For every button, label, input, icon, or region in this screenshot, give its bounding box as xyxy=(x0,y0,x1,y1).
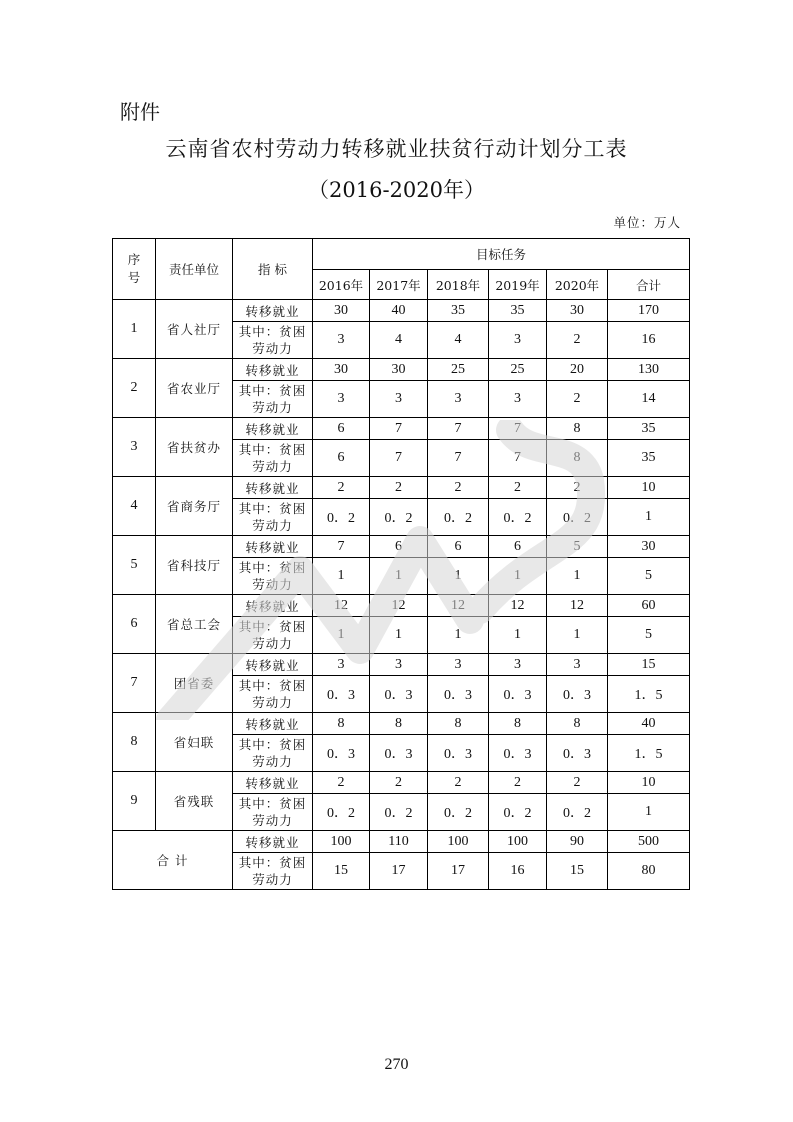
transfer-value: 8 xyxy=(428,713,489,735)
transfer-value: 130 xyxy=(608,359,690,381)
indicator-transfer: 转移就业 xyxy=(233,418,313,440)
indicator-poor-line2: 劳动力 xyxy=(252,518,293,533)
poor-value: 3 xyxy=(489,322,547,359)
transfer-value: 2 xyxy=(428,477,489,499)
document-subtitle: （2016-2020年） xyxy=(308,178,485,202)
row-unit: 团省委 xyxy=(156,654,233,713)
header-target: 目标任务 xyxy=(313,239,690,270)
transfer-value: 15 xyxy=(608,654,690,676)
transfer-value: 3 xyxy=(370,654,428,676)
indicator-poor-line1: 其中：贫困 xyxy=(238,678,307,693)
poor-value: 1 xyxy=(313,558,370,595)
indicator-transfer: 转移就业 xyxy=(233,477,313,499)
poor-value: 0．3 xyxy=(489,735,547,772)
indicator-poor-line2: 劳动力 xyxy=(252,459,293,474)
row-seq: 6 xyxy=(113,595,156,654)
poor-value: 0．3 xyxy=(547,735,608,772)
poor-value: 1．5 xyxy=(608,735,690,772)
transfer-value: 8 xyxy=(370,713,428,735)
transfer-value: 40 xyxy=(608,713,690,735)
row-unit: 省农业厅 xyxy=(156,359,233,418)
transfer-value: 8 xyxy=(489,713,547,735)
header-unit: 责任单位 xyxy=(156,239,233,300)
transfer-value: 2 xyxy=(547,772,608,794)
transfer-value: 7 xyxy=(489,418,547,440)
transfer-value: 6 xyxy=(489,536,547,558)
task-allocation-table xyxy=(112,238,690,890)
poor-value: 0．2 xyxy=(547,794,608,831)
row-seq: 9 xyxy=(113,772,156,831)
table-header xyxy=(113,239,690,300)
indicator-transfer: 转移就业 xyxy=(233,300,313,322)
poor-value: 1 xyxy=(428,558,489,595)
poor-value: 16 xyxy=(489,853,547,890)
transfer-value: 6 xyxy=(313,418,370,440)
poor-value: 0．2 xyxy=(370,794,428,831)
attachment-label: 附件 xyxy=(120,100,160,124)
poor-value: 16 xyxy=(608,322,690,359)
poor-value: 4 xyxy=(370,322,428,359)
header-year: 2018年 xyxy=(428,270,489,300)
indicator-poor-line1: 其中：贫困 xyxy=(238,383,307,398)
poor-value: 0．2 xyxy=(489,794,547,831)
header-year: 2017年 xyxy=(370,270,428,300)
poor-value: 3 xyxy=(370,381,428,418)
transfer-value: 2 xyxy=(547,477,608,499)
indicator-poor xyxy=(233,735,313,772)
transfer-value: 20 xyxy=(547,359,608,381)
poor-value: 35 xyxy=(608,440,690,477)
table-row xyxy=(113,359,690,381)
transfer-value: 3 xyxy=(428,654,489,676)
transfer-value: 8 xyxy=(313,713,370,735)
poor-value: 3 xyxy=(313,322,370,359)
transfer-value: 2 xyxy=(313,477,370,499)
header-year: 2020年 xyxy=(547,270,608,300)
poor-value: 0．2 xyxy=(428,499,489,536)
poor-value: 7 xyxy=(428,440,489,477)
indicator-poor xyxy=(233,853,313,890)
poor-value: 0．2 xyxy=(313,794,370,831)
transfer-value: 110 xyxy=(370,831,428,853)
indicator-poor-line1: 其中：贫困 xyxy=(238,501,307,516)
row-unit: 省残联 xyxy=(156,772,233,831)
transfer-value: 3 xyxy=(313,654,370,676)
transfer-value: 170 xyxy=(608,300,690,322)
poor-value: 8 xyxy=(547,440,608,477)
indicator-poor xyxy=(233,381,313,418)
poor-value: 2 xyxy=(547,322,608,359)
transfer-value: 8 xyxy=(547,418,608,440)
indicator-poor xyxy=(233,440,313,477)
indicator-poor-line1: 其中：贫困 xyxy=(238,560,307,575)
transfer-value: 7 xyxy=(428,418,489,440)
unit-label: 单位：万人 xyxy=(613,215,681,230)
table-row xyxy=(113,831,690,853)
row-seq: 3 xyxy=(113,418,156,477)
transfer-value: 35 xyxy=(428,300,489,322)
row-unit: 省妇联 xyxy=(156,713,233,772)
row-seq: 1 xyxy=(113,300,156,359)
transfer-value: 100 xyxy=(489,831,547,853)
poor-value: 1 xyxy=(370,558,428,595)
header-total: 合计 xyxy=(608,270,690,300)
poor-value: 17 xyxy=(428,853,489,890)
indicator-poor-line2: 劳动力 xyxy=(252,695,293,710)
indicator-poor-line2: 劳动力 xyxy=(252,872,293,887)
transfer-value: 3 xyxy=(489,654,547,676)
indicator-transfer: 转移就业 xyxy=(233,772,313,794)
transfer-value: 35 xyxy=(489,300,547,322)
indicator-poor-line1: 其中：贫困 xyxy=(238,737,307,752)
table-row xyxy=(113,713,690,735)
row-unit: 省人社厅 xyxy=(156,300,233,359)
transfer-value: 7 xyxy=(370,418,428,440)
transfer-value: 25 xyxy=(489,359,547,381)
indicator-poor-line2: 劳动力 xyxy=(252,813,293,828)
poor-value: 0．3 xyxy=(547,676,608,713)
indicator-poor-line1: 其中：贫困 xyxy=(238,619,307,634)
transfer-value: 30 xyxy=(547,300,608,322)
poor-value: 3 xyxy=(489,381,547,418)
poor-value: 0．3 xyxy=(370,676,428,713)
poor-value: 0．2 xyxy=(370,499,428,536)
table-row xyxy=(113,418,690,440)
poor-value: 14 xyxy=(608,381,690,418)
transfer-value: 90 xyxy=(547,831,608,853)
poor-value: 1．5 xyxy=(608,676,690,713)
poor-value: 0．2 xyxy=(547,499,608,536)
row-seq: 4 xyxy=(113,477,156,536)
indicator-poor-line1: 其中：贫困 xyxy=(238,442,307,457)
transfer-value: 2 xyxy=(489,772,547,794)
header-indicator: 指 标 xyxy=(233,239,313,300)
poor-value: 0．3 xyxy=(489,676,547,713)
poor-value: 6 xyxy=(313,440,370,477)
table-row xyxy=(113,772,690,794)
transfer-value: 100 xyxy=(313,831,370,853)
poor-value: 1 xyxy=(547,617,608,654)
indicator-transfer: 转移就业 xyxy=(233,831,313,853)
transfer-value: 500 xyxy=(608,831,690,853)
transfer-value: 12 xyxy=(489,595,547,617)
indicator-transfer: 转移就业 xyxy=(233,654,313,676)
indicator-transfer: 转移就业 xyxy=(233,713,313,735)
transfer-value: 6 xyxy=(428,536,489,558)
indicator-poor-line1: 其中：贫困 xyxy=(238,855,307,870)
indicator-poor-line2: 劳动力 xyxy=(252,400,293,415)
page-number: 270 xyxy=(384,1056,409,1073)
poor-value: 15 xyxy=(547,853,608,890)
poor-value: 1 xyxy=(608,794,690,831)
header-year: 2016年 xyxy=(313,270,370,300)
transfer-value: 2 xyxy=(313,772,370,794)
table-row xyxy=(113,654,690,676)
poor-value: 1 xyxy=(608,499,690,536)
transfer-value: 10 xyxy=(608,477,690,499)
row-unit: 省商务厅 xyxy=(156,477,233,536)
poor-value: 0．3 xyxy=(370,735,428,772)
transfer-value: 7 xyxy=(313,536,370,558)
indicator-transfer: 转移就业 xyxy=(233,595,313,617)
poor-value: 1 xyxy=(370,617,428,654)
transfer-value: 10 xyxy=(608,772,690,794)
table-body xyxy=(113,300,690,890)
indicator-poor-line2: 劳动力 xyxy=(252,636,293,651)
indicator-poor-line2: 劳动力 xyxy=(252,341,293,356)
transfer-value: 2 xyxy=(428,772,489,794)
transfer-value: 5 xyxy=(547,536,608,558)
transfer-value: 100 xyxy=(428,831,489,853)
indicator-transfer: 转移就业 xyxy=(233,359,313,381)
header-year: 2019年 xyxy=(489,270,547,300)
poor-value: 80 xyxy=(608,853,690,890)
indicator-poor xyxy=(233,499,313,536)
indicator-poor xyxy=(233,676,313,713)
transfer-value: 2 xyxy=(370,772,428,794)
poor-value: 0．3 xyxy=(428,676,489,713)
row-seq: 2 xyxy=(113,359,156,418)
table-row xyxy=(113,536,690,558)
table-row xyxy=(113,300,690,322)
transfer-value: 60 xyxy=(608,595,690,617)
poor-value: 1 xyxy=(313,617,370,654)
row-unit: 省科技厅 xyxy=(156,536,233,595)
indicator-poor-line2: 劳动力 xyxy=(252,577,293,592)
poor-value: 17 xyxy=(370,853,428,890)
transfer-value: 12 xyxy=(370,595,428,617)
transfer-value: 25 xyxy=(428,359,489,381)
document-title: 云南省农村劳动力转移就业扶贫行动计划分工表 xyxy=(165,137,628,161)
transfer-value: 12 xyxy=(313,595,370,617)
indicator-transfer: 转移就业 xyxy=(233,536,313,558)
transfer-value: 40 xyxy=(370,300,428,322)
transfer-value: 12 xyxy=(428,595,489,617)
poor-value: 5 xyxy=(608,617,690,654)
poor-value: 5 xyxy=(608,558,690,595)
poor-value: 7 xyxy=(370,440,428,477)
transfer-value: 2 xyxy=(370,477,428,499)
transfer-value: 35 xyxy=(608,418,690,440)
poor-value: 2 xyxy=(547,381,608,418)
poor-value: 3 xyxy=(313,381,370,418)
poor-value: 1 xyxy=(489,558,547,595)
row-seq: 8 xyxy=(113,713,156,772)
row-unit: 省扶贫办 xyxy=(156,418,233,477)
indicator-poor xyxy=(233,558,313,595)
poor-value: 4 xyxy=(428,322,489,359)
poor-value: 1 xyxy=(547,558,608,595)
transfer-value: 3 xyxy=(547,654,608,676)
transfer-value: 12 xyxy=(547,595,608,617)
total-label: 合 计 xyxy=(113,831,233,890)
transfer-value: 30 xyxy=(370,359,428,381)
poor-value: 0．3 xyxy=(313,676,370,713)
indicator-poor-line1: 其中：贫困 xyxy=(238,796,307,811)
transfer-value: 30 xyxy=(608,536,690,558)
poor-value: 15 xyxy=(313,853,370,890)
poor-value: 0．2 xyxy=(489,499,547,536)
transfer-value: 2 xyxy=(489,477,547,499)
indicator-poor xyxy=(233,322,313,359)
transfer-value: 30 xyxy=(313,300,370,322)
indicator-poor-line2: 劳动力 xyxy=(252,754,293,769)
indicator-poor-line1: 其中：贫困 xyxy=(238,324,307,339)
table-row xyxy=(113,595,690,617)
indicator-poor xyxy=(233,794,313,831)
row-seq: 5 xyxy=(113,536,156,595)
poor-value: 0．3 xyxy=(428,735,489,772)
transfer-value: 8 xyxy=(547,713,608,735)
transfer-value: 6 xyxy=(370,536,428,558)
poor-value: 1 xyxy=(428,617,489,654)
row-seq: 7 xyxy=(113,654,156,713)
poor-value: 1 xyxy=(489,617,547,654)
poor-value: 0．2 xyxy=(428,794,489,831)
transfer-value: 30 xyxy=(313,359,370,381)
table-row xyxy=(113,477,690,499)
header-seq: 序号 xyxy=(113,239,156,300)
row-unit: 省总工会 xyxy=(156,595,233,654)
poor-value: 7 xyxy=(489,440,547,477)
indicator-poor xyxy=(233,617,313,654)
poor-value: 0．3 xyxy=(313,735,370,772)
poor-value: 3 xyxy=(428,381,489,418)
poor-value: 0．2 xyxy=(313,499,370,536)
